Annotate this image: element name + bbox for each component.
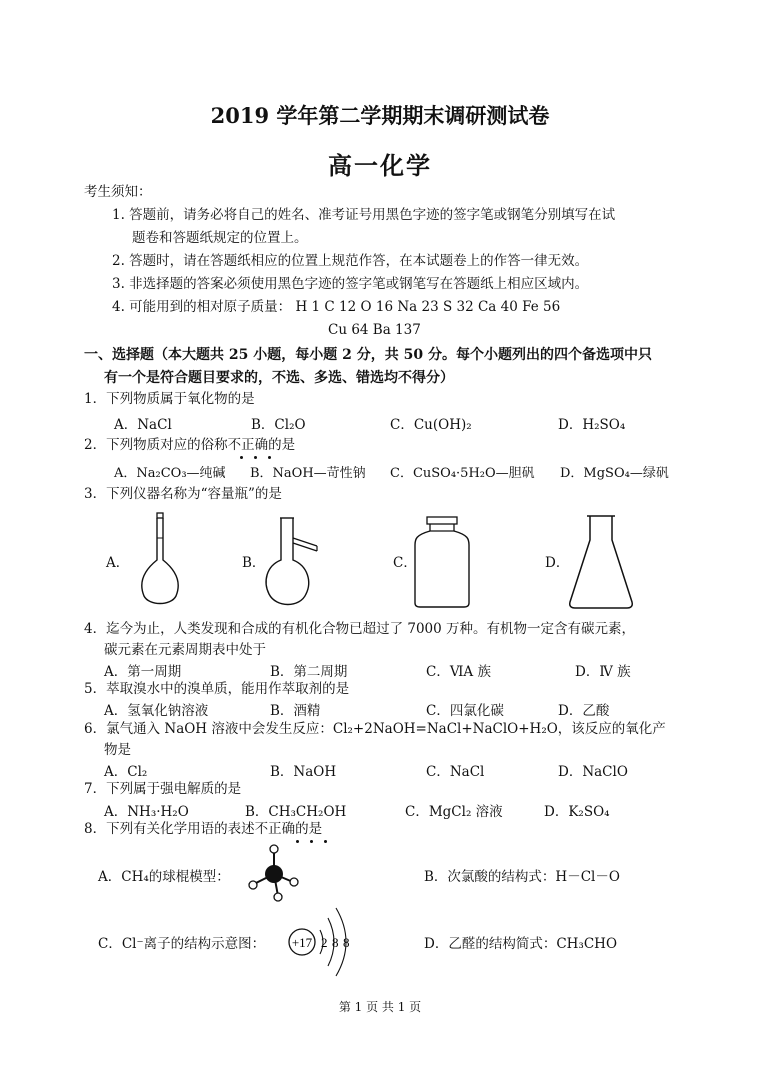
distilling-flask-icon bbox=[262, 516, 324, 610]
section-heading: 有一个是符合题目要求的，不选、多选、错选均不得分） bbox=[104, 370, 454, 386]
option-c: C．MgCl₂ 溶液 bbox=[405, 804, 503, 820]
methane-ball-stick-model-icon bbox=[246, 844, 304, 902]
option-d: D．乙酸 bbox=[558, 703, 610, 719]
reagent-bottle-icon bbox=[412, 515, 472, 609]
option-d: D．NaClO bbox=[558, 764, 628, 780]
emphasis-dot bbox=[240, 456, 243, 459]
question-stem: 3．下列仪器名称为“容量瓶”的是 bbox=[84, 486, 282, 502]
shell-electron-count: 2 bbox=[321, 935, 328, 950]
option-c: C．Cu(OH)₂ bbox=[390, 417, 472, 433]
option-b: B． bbox=[242, 555, 266, 571]
option-b: B．NaOH bbox=[270, 764, 337, 780]
question-stem: 物是 bbox=[104, 742, 131, 758]
option-b: B．次氯酸的结构式：H－Cl－O bbox=[424, 869, 620, 885]
conical-flask-icon bbox=[566, 514, 636, 610]
option-b: B．Cl₂O bbox=[251, 417, 306, 433]
page-title: 2019 学年第二学期期末调研测试卷 bbox=[210, 103, 550, 128]
option-d: D．Ⅳ 族 bbox=[575, 664, 631, 680]
option-a: A．NaCl bbox=[114, 417, 172, 433]
option-d: D．K₂SO₄ bbox=[544, 804, 610, 820]
subject-title: 高一化学 bbox=[328, 151, 432, 180]
chloride-ion-structure-diagram bbox=[284, 904, 364, 980]
option-d: D． bbox=[545, 555, 570, 571]
notice-item: Cu 64 Ba 137 bbox=[328, 322, 421, 338]
question-stem: 2．下列物质对应的俗称不正确的是 bbox=[84, 437, 296, 453]
option-c: C． bbox=[393, 555, 417, 571]
option-c: C．NaCl bbox=[426, 764, 485, 780]
option-a: A． bbox=[106, 555, 130, 571]
option-a: A．Na₂CO₃—纯碱 bbox=[114, 466, 226, 481]
option-a: A．Cl₂ bbox=[104, 764, 148, 780]
option-d: D．乙醛的结构简式：CH₃CHO bbox=[424, 936, 618, 952]
option-d: D．MgSO₄—绿矾 bbox=[560, 466, 669, 481]
option-c: C．ⅥA 族 bbox=[426, 664, 491, 680]
question-stem: 6．氯气通入 NaOH 溶液中会发生反应：Cl₂+2NaOH=NaCl+NaClO+H₂O，该反应的氧化产 bbox=[84, 721, 666, 737]
option-c: C．Cl⁻离子的结构示意图： bbox=[98, 936, 266, 952]
notice-item: 3. 非选择题的答案必须使用黑色字迹的签字笔或钢笔写在答题纸上相应区域内。 bbox=[112, 276, 589, 292]
question-stem: 7．下列属于强电解质的是 bbox=[84, 781, 242, 797]
question-stem: 8．下列有关化学用语的表述不正确的是 bbox=[84, 821, 323, 837]
question-stem: 5．萃取溴水中的溴单质，能用作萃取剂的是 bbox=[84, 681, 350, 697]
page-footer: 第 1 页 共 1 页 bbox=[338, 1000, 422, 1014]
option-a: A．CH₄的球棍模型： bbox=[98, 869, 230, 885]
option-a: A．氢氧化钠溶液 bbox=[104, 703, 209, 719]
volumetric-flask-icon bbox=[136, 512, 186, 610]
question-stem: 1．下列物质属于氧化物的是 bbox=[84, 391, 255, 407]
emphasis-dot bbox=[310, 840, 313, 843]
question-stem: 碳元素在元素周期表中处于 bbox=[104, 642, 266, 658]
option-d: D．H₂SO₄ bbox=[558, 417, 626, 433]
shell-electron-count: 8 bbox=[332, 935, 339, 950]
option-b: B．NaOH—苛性钠 bbox=[250, 466, 366, 481]
question-stem: 4．迄今为止，人类发现和合成的有机化合物已超过了 7000 万种。有机物一定含有碳元素， bbox=[84, 621, 636, 637]
section-heading: 一、选择题（本大题共 25 小题，每小题 2 分，共 50 分。每个小题列出的四个备选项中只 bbox=[84, 347, 652, 363]
nucleus-charge: +17 bbox=[291, 935, 313, 950]
notice-item: 题卷和答题纸规定的位置上。 bbox=[132, 230, 308, 246]
option-c: C．CuSO₄·5H₂O—胆矾 bbox=[390, 466, 535, 481]
emphasis-dot bbox=[268, 456, 271, 459]
option-b: B．CH₃CH₂OH bbox=[245, 804, 347, 820]
option-b: B．酒精 bbox=[270, 703, 321, 719]
shell-electron-count: 8 bbox=[343, 935, 350, 950]
option-c: C．四氯化碳 bbox=[426, 703, 504, 719]
option-a: A．NH₃·H₂O bbox=[104, 804, 189, 820]
option-b: B．第二周期 bbox=[270, 664, 348, 680]
notice-item: 2. 答题时，请在答题纸相应的位置上规范作答，在本试题卷上的作答一律无效。 bbox=[112, 253, 589, 269]
notice-item: 4. 可能用到的相对原子质量： H 1 C 12 O 16 Na 23 S 32 Ca 40 Fe 56 bbox=[112, 299, 561, 315]
notice-item: 1. 答题前，请务必将自己的姓名、准考证号用黑色字迹的签字笔或钢笔分别填写在试 bbox=[112, 207, 616, 223]
emphasis-dot bbox=[324, 840, 327, 843]
emphasis-dot bbox=[296, 840, 299, 843]
option-a: A．第一周期 bbox=[104, 664, 182, 680]
emphasis-dot bbox=[254, 456, 257, 459]
notice-heading: 考生须知： bbox=[84, 184, 152, 200]
